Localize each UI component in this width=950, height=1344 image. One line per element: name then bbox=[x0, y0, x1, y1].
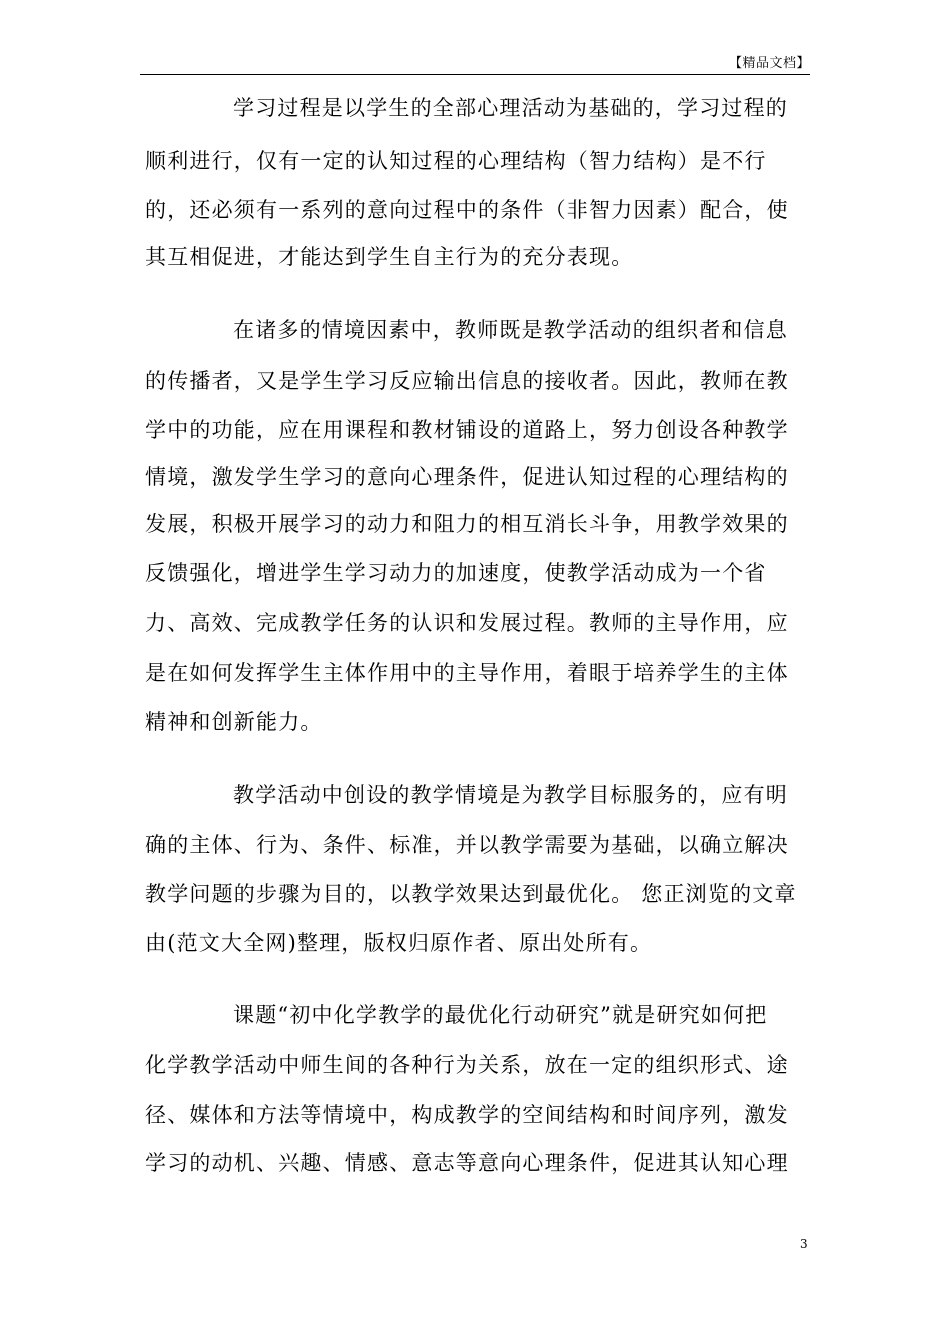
paragraph-3-line-1: 教学活动中创设的教学情境是为教学目标服务的，应有明 bbox=[233, 783, 788, 807]
page-number: 3 bbox=[800, 1237, 808, 1251]
paragraph-2-line-6: 反馈强化，增进学生学习动力的加速度，使教学活动成为一个省 bbox=[145, 561, 767, 585]
paragraph-2-line-9: 精神和创新能力。 bbox=[145, 710, 323, 734]
paragraph-3-line-4: 由(范文大全网)整理，版权归原作者、原出处所有。 bbox=[145, 931, 653, 955]
paragraph-2-line-3: 学中的功能，应在用课程和教材铺设的道路上，努力创设各种教学 bbox=[145, 418, 789, 442]
header-rule bbox=[140, 74, 810, 75]
paragraph-4-line-4: 学习的动机、兴趣、情感、意志等意向心理条件，促进其认知心理 bbox=[145, 1151, 789, 1175]
header-tag: 【精品文档】 bbox=[728, 56, 810, 71]
paragraph-2-line-1: 在诸多的情境因素中，教师既是教学活动的组织者和信息 bbox=[233, 318, 788, 342]
paragraph-2-line-5: 发展，积极开展学习的动力和阻力的相互消长斗争，用教学效果的 bbox=[145, 512, 789, 536]
paragraph-1-line-2: 顺利进行，仅有一定的认知过程的心理结构（智力结构）是不行 bbox=[145, 149, 767, 173]
paragraph-3-line-2: 确的主体、行为、条件、标准，并以教学需要为基础，以确立解决 bbox=[145, 833, 789, 857]
paragraph-1-line-3: 的，还必须有一系列的意向过程中的条件（非智力因素）配合，使 bbox=[145, 198, 789, 222]
paragraph-2-line-8: 是在如何发挥学生主体作用中的主导作用，着眼于培养学生的主体 bbox=[145, 661, 789, 685]
paragraph-4-line-1: 课题“初中化学教学的最优化行动研究”就是研究如何把 bbox=[233, 1003, 768, 1027]
paragraph-2-line-7: 力、高效、完成教学任务的认识和发展过程。教师的主导作用，应 bbox=[145, 611, 789, 635]
paragraph-2-line-4: 情境，激发学生学习的意向心理条件，促进认知过程的心理结构的 bbox=[145, 465, 789, 489]
paragraph-4-line-3: 径、媒体和方法等情境中，构成教学的空间结构和时间序列，激发 bbox=[145, 1103, 789, 1127]
paragraph-1-line-4: 其互相促进，才能达到学生自主行为的充分表现。 bbox=[145, 245, 634, 269]
paragraph-3-line-3: 教学问题的步骤为目的，以教学效果达到最优化。 您正浏览的文章 bbox=[145, 882, 797, 906]
paragraph-4-line-2: 化学教学活动中师生间的各种行为关系，放在一定的组织形式、途 bbox=[145, 1053, 789, 1077]
paragraph-2-line-2: 的传播者，又是学生学习反应输出信息的接收者。因此，教师在教 bbox=[145, 369, 789, 393]
paragraph-1-line-1: 学习过程是以学生的全部心理活动为基础的，学习过程的 bbox=[233, 96, 788, 120]
